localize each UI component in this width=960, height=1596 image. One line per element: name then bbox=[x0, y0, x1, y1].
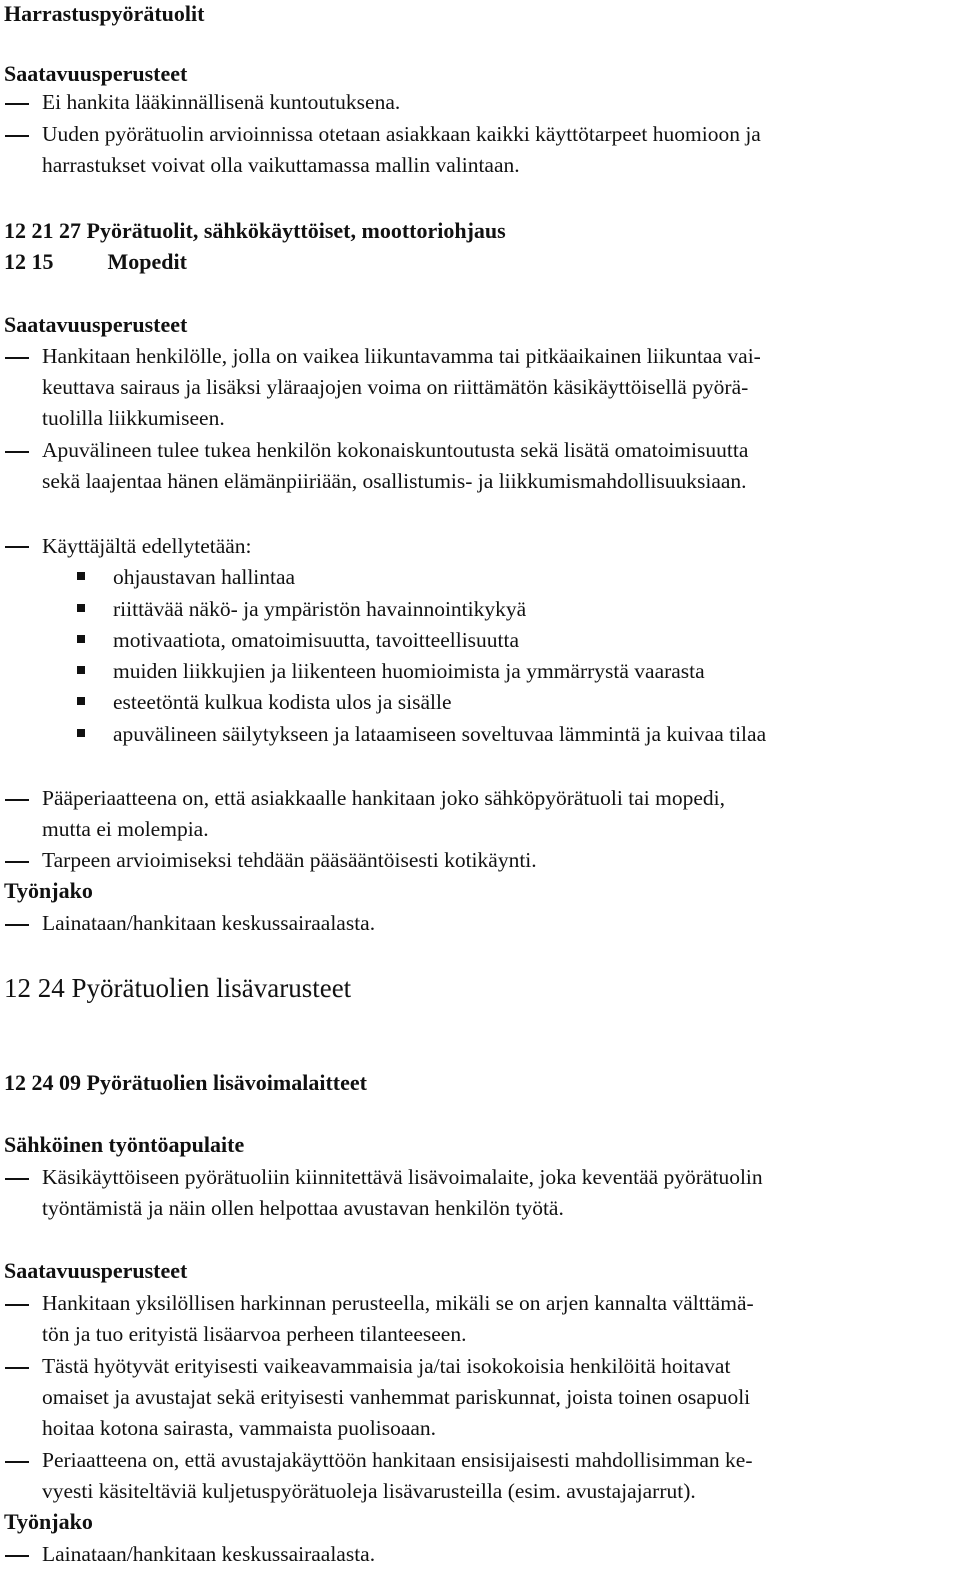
bullet-text: Lainataan/hankitaan keskussairaalasta. bbox=[42, 1542, 376, 1566]
bullet-text-cont: keuttava sairaus ja lisäksi yläraajojen voima on riittämätön käsikäyttöisellä pyörä- bbox=[42, 375, 749, 399]
sub-bullet-text: apuvälineen säilytykseen ja lataamiseen soveltuvaa lämmintä ja kuivaa tilaa bbox=[113, 722, 767, 746]
bullet-text: Pääperiaatteena on, että asiakkaalle hankitaan joko sähköpyörätuoli tai mopedi, bbox=[42, 786, 725, 810]
heading-saatavuusperusteet: Saatavuusperusteet bbox=[4, 61, 188, 86]
mopedit-name: Mopedit bbox=[107, 249, 187, 274]
square-bullet-icon bbox=[77, 666, 85, 674]
dash-bullet-icon bbox=[5, 103, 29, 105]
dash-bullet-icon bbox=[5, 1555, 29, 1557]
square-bullet-icon bbox=[77, 697, 85, 705]
dash-bullet-icon bbox=[5, 135, 29, 137]
bullet-text: Käsikäyttöiseen pyörätuoliin kiinnitettävä lisävoimalaite, joka keventää pyörätuolin bbox=[42, 1165, 763, 1189]
dash-bullet-icon bbox=[5, 1178, 29, 1180]
dash-bullet-icon bbox=[5, 1461, 29, 1463]
sub-bullet-text: esteetöntä kulkua kodista ulos ja sisälle bbox=[113, 690, 452, 714]
bullet-text: Tarpeen arvioimiseksi tehdään pääsääntöisesti kotikäynti. bbox=[42, 848, 537, 872]
bullet-text-cont: tön ja tuo erityistä lisäarvoa perheen tilanteeseen. bbox=[42, 1322, 467, 1346]
dash-bullet-icon bbox=[5, 357, 29, 359]
bullet-text-cont: vyesti käsiteltäviä kuljetuspyörätuoleja lisävarusteilla (esim. avustajajarrut). bbox=[42, 1479, 696, 1503]
dash-bullet-icon bbox=[5, 451, 29, 453]
bullet-text: Periaatteena on, että avustajakäyttöön hankitaan ensisijaisesti mahdollisimman ke- bbox=[42, 1448, 753, 1472]
subheading-tyontoapulaite: Sähköinen työntöapulaite bbox=[4, 1132, 245, 1157]
bullet-text: Hankitaan yksilöllisen harkinnan perusteella, mikäli se on arjen kannalta välttämä- bbox=[42, 1291, 754, 1315]
dash-bullet-icon bbox=[5, 861, 29, 863]
dash-bullet-icon bbox=[5, 546, 29, 548]
heading-saatavuusperusteet: Saatavuusperusteet bbox=[4, 1258, 188, 1283]
sub-bullet-text: riittävää näkö- ja ympäristön havainnointikykyä bbox=[113, 597, 527, 621]
bullet-text-cont: hoitaa kotona sairasta, vammaista puolisoaan. bbox=[42, 1416, 437, 1440]
dash-bullet-icon bbox=[5, 924, 29, 926]
bullet-text-cont: työntämistä ja näin ollen helpottaa avustavan henkilön työtä. bbox=[42, 1196, 564, 1220]
bullet-text: Apuvälineen tulee tukea henkilön kokonaiskuntoutusta sekä lisätä omatoimisuutta bbox=[42, 438, 749, 462]
square-bullet-icon bbox=[77, 635, 85, 643]
section-title-sahkokayttoiset: 12 21 27 Pyörätuolit, sähkökäyttöiset, moottoriohjaus bbox=[4, 218, 506, 243]
bullet-text-cont: harrastukset voivat olla vaikuttamassa mallin valintaan. bbox=[42, 153, 520, 177]
mopedit-code: 12 15 bbox=[4, 249, 54, 274]
sub-bullet-text: motivaatiota, omatoimisuutta, tavoitteellisuutta bbox=[113, 628, 520, 652]
bullet-text-cont: sekä laajentaa hänen elämänpiiriään, osallistumis- ja liikkumismahdollisuuksiaan. bbox=[42, 469, 747, 493]
section-title-lisavoimalaitteet: 12 24 09 Pyörätuolien lisävoimalaitteet bbox=[4, 1070, 367, 1095]
heading-saatavuusperusteet: Saatavuusperusteet bbox=[4, 312, 188, 337]
heading-tyonjako: Työnjako bbox=[4, 878, 93, 903]
sub-bullet-text: ohjaustavan hallintaa bbox=[113, 565, 296, 589]
dash-bullet-icon bbox=[5, 1304, 29, 1306]
heading-tyonjako: Työnjako bbox=[4, 1509, 93, 1534]
square-bullet-icon bbox=[77, 729, 85, 737]
bullet-text-cont: tuolilla liikkumiseen. bbox=[42, 406, 225, 430]
dash-bullet-icon bbox=[5, 799, 29, 801]
bullet-text: Lainataan/hankitaan keskussairaalasta. bbox=[42, 911, 376, 935]
section-title-lisavarusteet: 12 24 Pyörätuolien lisävarusteet bbox=[4, 973, 352, 1003]
dash-bullet-icon bbox=[5, 1367, 29, 1369]
section-title-mopedit bbox=[4, 248, 187, 276]
sub-bullet-text: muiden liikkujien ja liikenteen huomioimista ja ymmärrystä vaarasta bbox=[113, 659, 705, 683]
square-bullet-icon bbox=[77, 604, 85, 612]
bullet-text-cont: omaiset ja avustajat sekä erityisesti vanhemmat pariskunnat, joista toinen osapuoli bbox=[42, 1385, 751, 1409]
square-bullet-icon bbox=[77, 572, 85, 580]
bullet-text: Käyttäjältä edellytetään: bbox=[42, 534, 252, 558]
bullet-text-cont: mutta ei molempia. bbox=[42, 817, 209, 841]
bullet-text: Tästä hyötyvät erityisesti vaikeavammaisia ja/tai isokokoisia henkilöitä hoitavat bbox=[42, 1354, 731, 1378]
doc-title-harrastus: Harrastuspyörätuolit bbox=[4, 1, 205, 26]
bullet-text: Hankitaan henkilölle, jolla on vaikea liikuntavamma tai pitkäaikainen liikuntaa vai- bbox=[42, 344, 761, 368]
bullet-text: Ei hankita lääkinnällisenä kuntoutuksena. bbox=[42, 90, 401, 114]
bullet-text: Uuden pyörätuolin arvioinnissa otetaan asiakkaan kaikki käyttötarpeet huomioon ja bbox=[42, 122, 761, 146]
